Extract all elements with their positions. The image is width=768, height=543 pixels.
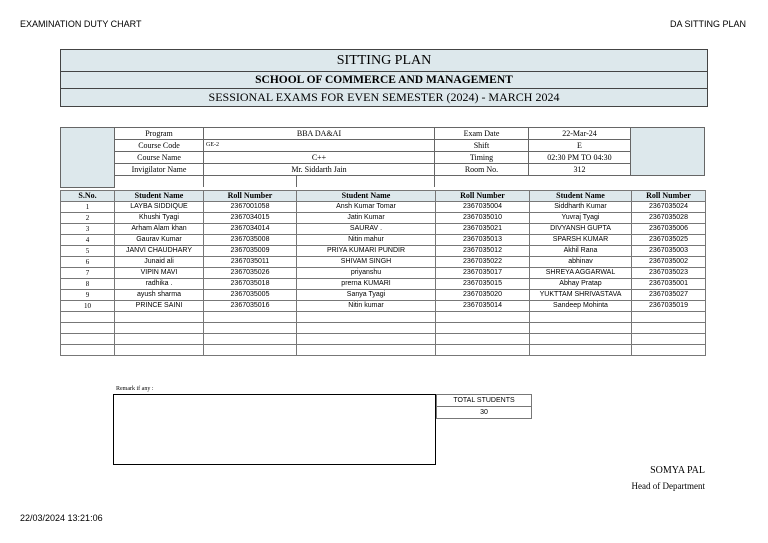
signatory-name: SOMYA PAL: [650, 465, 705, 476]
info-shade-right: [631, 128, 705, 176]
student-name-cell: JANVI CHAUDHARY: [115, 246, 204, 257]
total-students-value: 30: [437, 407, 532, 419]
student-name-cell: Akhil Rana: [530, 246, 632, 257]
empty-cell: [632, 323, 706, 334]
student-name-cell: Siddharth Kumar: [530, 202, 632, 213]
signatory-title: Head of Department: [631, 481, 705, 491]
empty-cell: [297, 345, 436, 356]
student-name-cell: PRIYA KUMARI PUNDIR: [297, 246, 436, 257]
student-name-cell: YUKTTAM SHRIVASTAVA: [530, 290, 632, 301]
serial-number-cell: 8: [61, 279, 115, 290]
remark-box: [113, 394, 436, 465]
col-header-name-3: Student Name: [530, 191, 632, 202]
table-row: [61, 290, 706, 301]
serial-number-cell: 7: [61, 268, 115, 279]
empty-cell: [436, 345, 530, 356]
empty-cell: [204, 323, 297, 334]
empty-row: [61, 312, 706, 323]
info-spacer: [115, 176, 204, 188]
col-header-roll-1: Roll Number: [204, 191, 297, 202]
serial-number-cell: 4: [61, 235, 115, 246]
document-type-label: EXAMINATION DUTY CHART: [20, 19, 142, 29]
timing-label: Timing: [435, 152, 529, 164]
roll-number-cell: 2367035018: [204, 279, 297, 290]
student-name-cell: prerna KUMARI: [297, 279, 436, 290]
student-name-cell: SPARSH KUMAR: [530, 235, 632, 246]
empty-cell: [61, 312, 115, 323]
empty-cell: [297, 323, 436, 334]
empty-cell: [61, 323, 115, 334]
col-header-roll-2: Roll Number: [436, 191, 530, 202]
serial-number-cell: 3: [61, 224, 115, 235]
roll-number-cell: 2367035014: [436, 301, 530, 312]
serial-number-cell: 5: [61, 246, 115, 257]
student-name-cell: ayush sharma: [115, 290, 204, 301]
empty-cell: [297, 312, 436, 323]
table-row: [61, 202, 706, 213]
student-name-cell: Nitin kumar: [297, 301, 436, 312]
roll-number-cell: 2367035026: [204, 268, 297, 279]
empty-cell: [61, 334, 115, 345]
table-row: [61, 268, 706, 279]
plan-type-label: DA SITTING PLAN: [669, 19, 746, 29]
empty-cell: [204, 334, 297, 345]
empty-cell: [436, 312, 530, 323]
student-name-cell: radhika .: [115, 279, 204, 290]
roll-number-cell: 2367035006: [632, 224, 706, 235]
exam-date-value: 22-Mar-24: [529, 128, 631, 140]
course-code-label: Course Code: [115, 140, 204, 152]
invigilator-value: Mr. Siddarth Jain: [204, 164, 435, 176]
total-students-table: [436, 394, 532, 419]
student-name-cell: SHREYA AGGARWAL: [530, 268, 632, 279]
total-students-label: TOTAL STUDENTS: [437, 395, 532, 407]
roll-number-cell: 2367034015: [204, 213, 297, 224]
empty-cell: [115, 323, 204, 334]
info-spacer: [297, 176, 435, 188]
empty-cell: [530, 345, 632, 356]
timing-value: 02:30 PM TO 04:30: [529, 152, 631, 164]
roll-number-cell: 2367035009: [204, 246, 297, 257]
empty-cell: [530, 312, 632, 323]
info-spacer: [435, 176, 705, 188]
roll-number-cell: 2367035016: [204, 301, 297, 312]
roll-number-cell: 2367035012: [436, 246, 530, 257]
shift-label: Shift: [435, 140, 529, 152]
program-label: Program: [115, 128, 204, 140]
empty-cell: [115, 345, 204, 356]
empty-cell: [297, 334, 436, 345]
student-name-cell: SAURAV .: [297, 224, 436, 235]
serial-number-cell: 6: [61, 257, 115, 268]
col-header-name-2: Student Name: [297, 191, 436, 202]
roll-number-cell: 2367035025: [632, 235, 706, 246]
empty-cell: [204, 312, 297, 323]
serial-number-cell: 9: [61, 290, 115, 301]
course-name-label: Course Name: [115, 152, 204, 164]
course-code-value: GE-2: [204, 140, 435, 152]
roll-number-cell: 2367001058: [204, 202, 297, 213]
student-name-cell: Khushi Tyagi: [115, 213, 204, 224]
info-spacer: [204, 176, 297, 188]
serial-number-cell: 1: [61, 202, 115, 213]
serial-number-cell: 2: [61, 213, 115, 224]
course-name-value: C++: [204, 152, 435, 164]
student-name-cell: Sanya Tyagi: [297, 290, 436, 301]
table-row: [61, 279, 706, 290]
roll-number-cell: 2367035028: [632, 213, 706, 224]
empty-cell: [632, 312, 706, 323]
room-value: 312: [529, 164, 631, 176]
student-name-cell: SHIVAM SINGH: [297, 257, 436, 268]
empty-cell: [61, 345, 115, 356]
roll-number-cell: 2367035020: [436, 290, 530, 301]
main-title: SITTING PLAN: [336, 53, 432, 68]
empty-cell: [436, 334, 530, 345]
roll-number-cell: 2367035015: [436, 279, 530, 290]
student-name-cell: Sandeep Mohinta: [530, 301, 632, 312]
col-header-sno: S.No.: [61, 191, 115, 202]
table-row: [61, 257, 706, 268]
roll-number-cell: 2367035024: [632, 202, 706, 213]
roll-number-cell: 2367035021: [436, 224, 530, 235]
roll-number-cell: 2367035013: [436, 235, 530, 246]
empty-cell: [632, 345, 706, 356]
info-shade-left: [61, 128, 115, 188]
roll-number-cell: 2367035002: [632, 257, 706, 268]
exam-info-table: [60, 127, 705, 188]
table-row: [61, 246, 706, 257]
table-row: [61, 235, 706, 246]
remark-label: Remark if any :: [116, 386, 154, 392]
roll-number-cell: 2367035004: [436, 202, 530, 213]
student-name-cell: Gaurav Kumar: [115, 235, 204, 246]
student-name-cell: Junaid ali: [115, 257, 204, 268]
empty-cell: [204, 345, 297, 356]
student-name-cell: Yuvraj Tyagi: [530, 213, 632, 224]
roll-number-cell: 2367035010: [436, 213, 530, 224]
student-name-cell: DIVYANSH GUPTA: [530, 224, 632, 235]
roll-number-cell: 2367035001: [632, 279, 706, 290]
student-name-cell: Jatin Kumar: [297, 213, 436, 224]
program-value: BBA DA&AI: [204, 128, 435, 140]
roll-number-cell: 2367035027: [632, 290, 706, 301]
student-name-cell: LAYBA SIDDIQUE: [115, 202, 204, 213]
school-name: SCHOOL OF COMMERCE AND MANAGEMENT: [61, 71, 707, 88]
roll-number-cell: 2367035008: [204, 235, 297, 246]
empty-cell: [632, 334, 706, 345]
exam-name: SESSIONAL EXAMS FOR EVEN SEMESTER (2024) - MARCH 2024: [61, 88, 707, 106]
roll-number-cell: 2367035005: [204, 290, 297, 301]
empty-cell: [530, 334, 632, 345]
title-block: [60, 49, 708, 107]
shift-value: E: [529, 140, 631, 152]
col-header-roll-3: Roll Number: [632, 191, 706, 202]
empty-cell: [115, 312, 204, 323]
roll-number-cell: 2367035003: [632, 246, 706, 257]
empty-cell: [436, 323, 530, 334]
roll-number-cell: 2367035022: [436, 257, 530, 268]
table-row: [61, 301, 706, 312]
invigilator-label: Invigilator Name: [115, 164, 204, 176]
room-label: Room No.: [435, 164, 529, 176]
col-header-name-1: Student Name: [115, 191, 204, 202]
table-row: [61, 213, 706, 224]
student-name-cell: PRINCE SAINI: [115, 301, 204, 312]
seating-table-body: [61, 202, 706, 356]
empty-row: [61, 323, 706, 334]
student-name-cell: VIPIN MAVI: [115, 268, 204, 279]
student-name-cell: Arham Alam khan: [115, 224, 204, 235]
table-header-row: [61, 191, 706, 202]
student-name-cell: Ansh Kumar Tomar: [297, 202, 436, 213]
student-name-cell: abhinav: [530, 257, 632, 268]
exam-date-label: Exam Date: [435, 128, 529, 140]
empty-row: [61, 334, 706, 345]
roll-number-cell: 2367034014: [204, 224, 297, 235]
empty-cell: [530, 323, 632, 334]
roll-number-cell: 2367035019: [632, 301, 706, 312]
seating-table: [60, 190, 706, 356]
roll-number-cell: 2367035017: [436, 268, 530, 279]
empty-row: [61, 345, 706, 356]
roll-number-cell: 2367035011: [204, 257, 297, 268]
empty-cell: [115, 334, 204, 345]
serial-number-cell: 10: [61, 301, 115, 312]
student-name-cell: Nitin mahur: [297, 235, 436, 246]
student-name-cell: Abhay Pratap: [530, 279, 632, 290]
roll-number-cell: 2367035023: [632, 268, 706, 279]
student-name-cell: priyanshu: [297, 268, 436, 279]
table-row: [61, 224, 706, 235]
print-timestamp: 22/03/2024 13:21:06: [20, 513, 103, 523]
